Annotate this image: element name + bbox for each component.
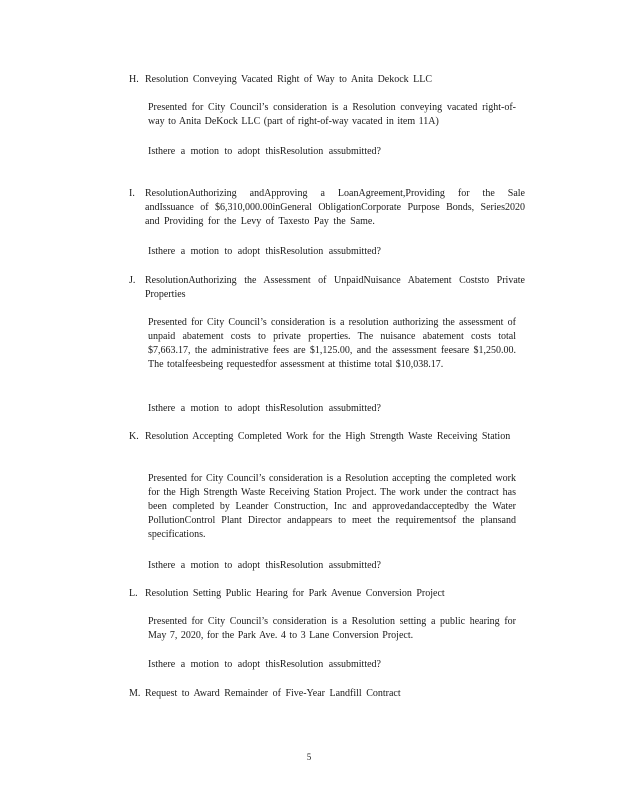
item-letter: J. bbox=[129, 275, 136, 286]
item-title: Resolution Conveying Vacated Right of Way to Anita Dekock LLC bbox=[145, 74, 433, 85]
item-title: ResolutionAuthorizing the Assessment of UnpaidNuisance Abatement Coststo Private Properties bbox=[145, 275, 525, 300]
motion-question: Isthere a motion to adopt thisResolution assubmitted? bbox=[148, 560, 381, 571]
item-title: ResolutionAuthorizing andApproving a LoanAgreement,Providing for the Sale andIssuance of $6,310,000.00inGeneral ObligationCorporate Purpose Bonds, Series2020 and Providing for the Levy of Taxesto Pay the Same. bbox=[145, 188, 525, 227]
item-description: Presented for City Council’s consideration is a Resolution accepting the completed work for the High Strength Waste Receiving Station Project. The work under the contract has been completed by Leander Construction, Inc and approvedandacceptedby the Water PollutionControl Plant Director andappears to meet the requirementsof the plansand specifications. bbox=[148, 473, 516, 540]
motion-question: Isthere a motion to adopt thisResolution assubmitted? bbox=[148, 146, 381, 157]
agenda-item-k bbox=[129, 430, 525, 444]
item-title: Resolution Accepting Completed Work for the High Strength Waste Receiving Station bbox=[145, 431, 511, 442]
motion-question: Isthere a motion to adopt thisResolution assubmitted? bbox=[148, 659, 381, 670]
page-number: 5 bbox=[306, 752, 312, 762]
agenda-item-i bbox=[129, 187, 525, 229]
item-letter: H. bbox=[129, 74, 139, 85]
motion-question: Isthere a motion to adopt thisResolution assubmitted? bbox=[148, 246, 381, 257]
item-letter: L. bbox=[129, 588, 138, 599]
item-description: Presented for City Council’s consideration is a Resolution conveying vacated right-of-way to Anita DeKock LLC (part of right-of-way vacated in item 11A) bbox=[148, 102, 516, 127]
item-description: Presented for City Council’s consideration is a resolution authorizing the assessment of unpaid abatement costs to private properties. The nuisance abatement costs total $7,663.17, the administrative fees are $1,125.00, and the assessment feesare $1,250.00. The totalfeesbeing requestedfor assessment at thistime total $10,038.17. bbox=[148, 317, 516, 370]
agenda-item-h bbox=[129, 73, 525, 87]
item-title: Resolution Setting Public Hearing for Park Avenue Conversion Project bbox=[145, 588, 445, 599]
item-description: Presented for City Council’s consideration is a Resolution setting a public hearing for May 7, 2020, for the Park Ave. 4 to 3 Lane Conversion Project. bbox=[148, 616, 516, 641]
item-title: Request to Award Remainder of Five-Year Landfill Contract bbox=[145, 688, 401, 699]
motion-question: Isthere a motion to adopt thisResolution assubmitted? bbox=[148, 403, 381, 414]
item-letter: I. bbox=[129, 188, 135, 199]
agenda-item-m bbox=[129, 687, 525, 701]
item-letter: M. bbox=[129, 688, 141, 699]
agenda-item-l bbox=[129, 587, 525, 601]
item-letter: K. bbox=[129, 431, 139, 442]
agenda-item-j bbox=[129, 274, 525, 302]
